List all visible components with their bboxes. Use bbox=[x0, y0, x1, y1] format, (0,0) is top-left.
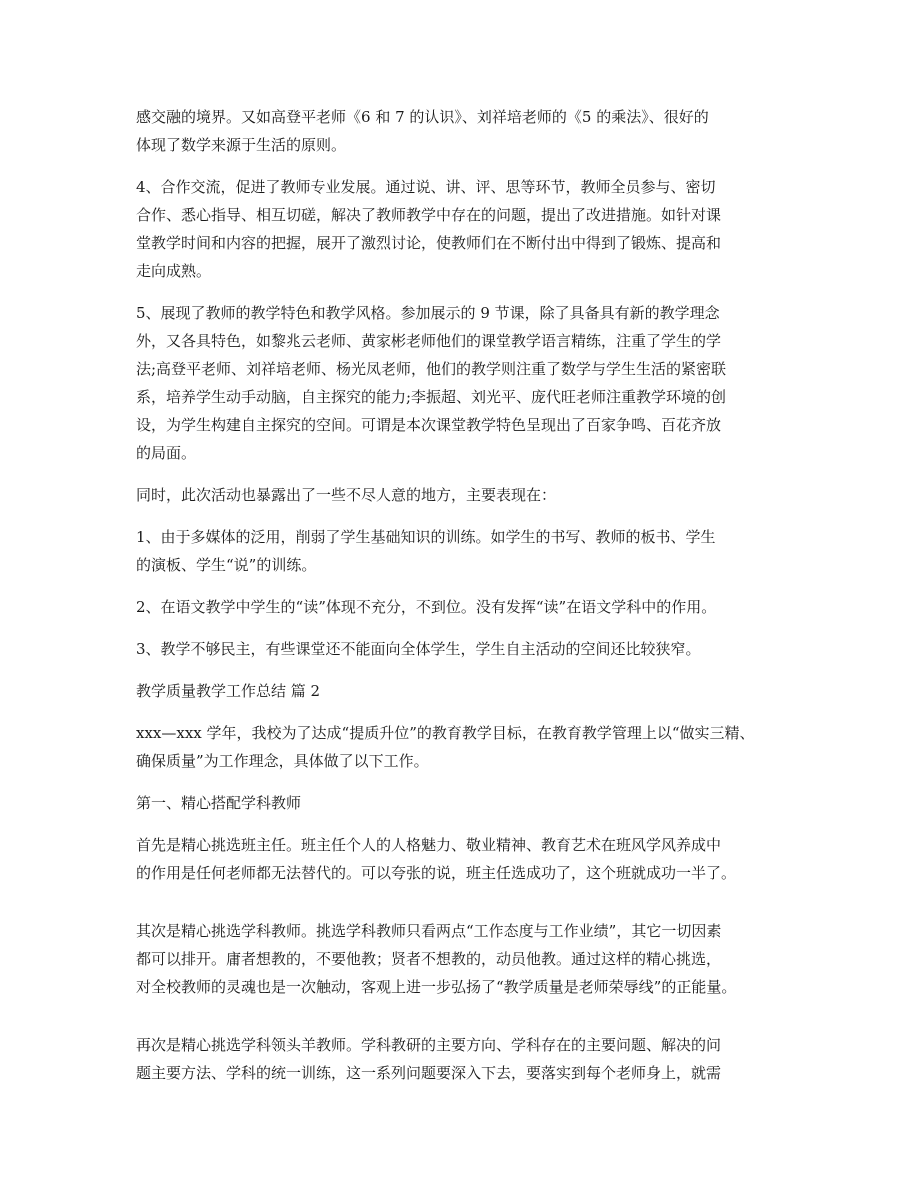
paragraph-13 bbox=[136, 1031, 796, 1087]
text-line: 都可以排开。庸者想教的，不要他教；贤者不想教的，动员他教。通过这样的精心挑选， bbox=[136, 950, 722, 968]
paragraph-12 bbox=[136, 917, 796, 1001]
text-line: 教学质量教学工作总结 篇 2 bbox=[136, 682, 321, 700]
document-body bbox=[136, 103, 796, 1101]
text-line: 首先是精心挑选班主任。班主任个人的人格魅力、敬业精神、教育艺术在班风学风养成中 bbox=[136, 836, 722, 854]
text-line: 外，又各具特色，如黎兆云老师、黄家彬老师他们的课堂教学语言精练，注重了学生的学 bbox=[136, 332, 722, 350]
paragraph-11 bbox=[136, 831, 796, 887]
paragraph-9 bbox=[136, 719, 796, 775]
paragraph-3 bbox=[136, 299, 796, 467]
text-line: 2、在语文教学中学生的“读”体现不充分，不到位。没有发挥“读”在语文学科中的作用。 bbox=[136, 598, 717, 616]
text-line: 对全校教师的灵魂也是一次触动，客观上进一步弘扬了“教学质量是老师荣辱线”的正能量。 bbox=[136, 978, 737, 996]
text-line: 3、教学不够民主，有些课堂还不能面向全体学生，学生自主活动的空间还比较狭窄。 bbox=[136, 640, 701, 658]
paragraph-7 bbox=[136, 635, 796, 663]
section-heading bbox=[136, 677, 796, 705]
text-line: 题主要方法、学科的统一训练，这一系列问题要深入下去，要落实到每个老师身上，就需 bbox=[136, 1064, 722, 1082]
text-line: 体现了数学来源于生活的原则。 bbox=[136, 136, 347, 154]
text-line: 同时，此次活动也暴露出了一些不尽人意的地方，主要表现在： bbox=[136, 486, 557, 504]
paragraph-1 bbox=[136, 103, 796, 159]
text-line: 法;高登平老师、刘祥培老师、杨光凤老师，他们的教学则注重了数学与学生生活的紧密联 bbox=[136, 360, 727, 378]
text-line: 的作用是任何老师都无法替代的。可以夸张的说，班主任选成功了，这个班就成功一半了。 bbox=[136, 864, 737, 882]
text-line: 堂教学时间和内容的把握，展开了激烈讨论，使教师们在不断付出中得到了锻炼、提高和 bbox=[136, 234, 722, 252]
text-line: 的局面。 bbox=[136, 444, 197, 462]
text-line: 再次是精心挑选学科领头羊教师。学科教研的主要方向、学科存在的主要问题、解决的问 bbox=[136, 1036, 722, 1054]
text-line: 1、由于多媒体的泛用，削弱了学生基础知识的训练。如学生的书写、教师的板书、学生 bbox=[136, 528, 716, 546]
text-line: 第一、精心搭配学科教师 bbox=[136, 794, 302, 812]
text-line: xxx—xxx 学年，我校为了达成“提质升位”的教育教学目标，在教育教学管理上以“做实三精、 bbox=[136, 724, 755, 742]
paragraph-2 bbox=[136, 173, 796, 285]
text-line: 设，为学生构建自主探究的空间。可谓是本次课堂教学特色呈现出了百家争鸣、百花齐放 bbox=[136, 416, 722, 434]
paragraph-4 bbox=[136, 481, 796, 509]
paragraph-6 bbox=[136, 593, 796, 621]
paragraph-5 bbox=[136, 523, 796, 579]
text-line: 系，培养学生动手动脑，自主探究的能力;李振超、刘光平、庞代旺老师注重教学环境的创 bbox=[136, 388, 727, 406]
text-line: 5、展现了教师的教学特色和教学风格。参加展示的 9 节课，除了具备具有新的教学理念 bbox=[136, 304, 720, 322]
text-line: 的演板、学生“说”的训练。 bbox=[136, 556, 317, 574]
text-line: 确保质量”为工作理念，具体做了以下工作。 bbox=[136, 752, 429, 770]
text-line: 合作、悉心指导、相互切磋，解决了教师教学中存在的问题，提出了改进措施。如针对课 bbox=[136, 206, 722, 224]
text-line: 走向成熟。 bbox=[136, 262, 212, 280]
text-line: 4、合作交流，促进了教师专业发展。通过说、讲、评、思等环节，教师全员参与、密切 bbox=[136, 178, 716, 196]
subsection-heading bbox=[136, 789, 796, 817]
text-line: 感交融的境界。又如高登平老师《6 和 7 的认识》、刘祥培老师的《5 的乘法》、很好的 bbox=[136, 108, 709, 126]
text-line: 其次是精心挑选学科教师。挑选学科教师只看两点“工作态度与工作业绩”，其它一切因素 bbox=[136, 922, 722, 940]
